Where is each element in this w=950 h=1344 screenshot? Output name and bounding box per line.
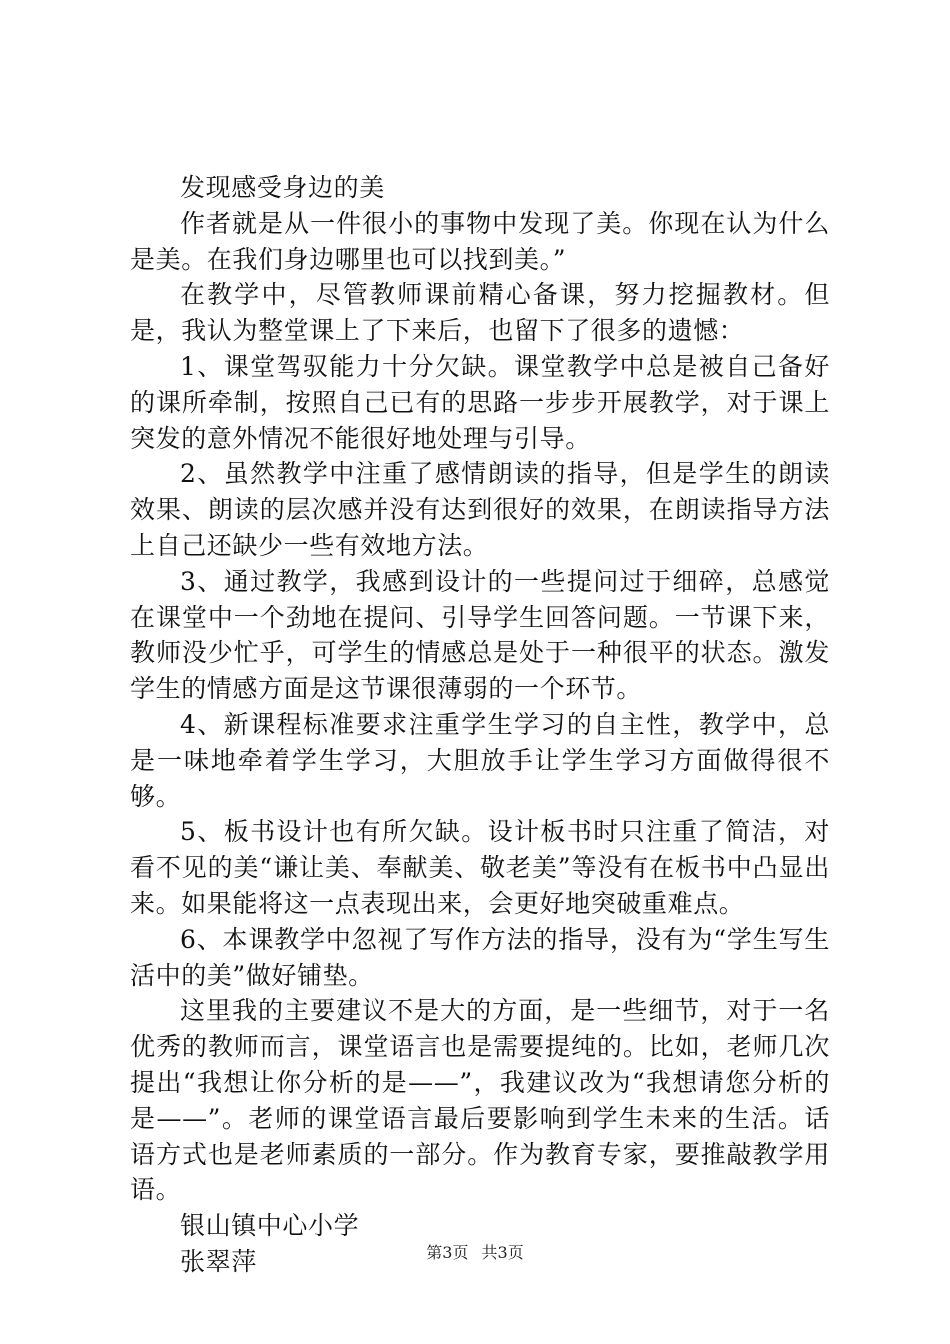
body-paragraph: 这里我的主要建议不是大的方面，是一些细节，对于一名优秀的教师而言，课堂语言也是需要提纯的。比如，老师几次提出“我想让你分析的是——”，我建议改为“我想请您分析的是——”。老师的课堂语言最后要影响到学生未来的生活。话语方式也是老师素质的一部分。作为教育专家，要推敲教学用语。 [130, 996, 830, 1205]
page-footer [0, 1243, 950, 1263]
body-paragraph: 在教学中，尽管教师课前精心备课，努力挖掘教材。但是，我认为整堂课上了下来后，也留下了很多的遗憾： [130, 280, 830, 346]
list-item-3: 3、通过教学，我感到设计的一些提问过于细碎，总感觉在课堂中一个劲地在提问、引导学生回答问题。一节课下来，教师没少忙乎，可学生的情感总是处于一种很平的状态。激发学生的情感方面是这节课很薄弱的一个环节。 [130, 566, 830, 704]
signature-author: 张翠萍 [180, 1246, 257, 1276]
list-item-4: 4、新课程标准要求注重学生学习的自主性，教学中，总是一味地牵着学生学习，大胆放手让学生学习方面做得很不够。 [130, 709, 830, 811]
list-item-1: 1、课堂驾驭能力十分欠缺。课堂教学中总是被自己备好的课所牵制，按照自己已有的思路一步步开展教学，对于课上突发的意外情况不能很好地处理与引导。 [130, 351, 830, 453]
list-item-2: 2、虽然教学中注重了感情朗读的指导，但是学生的朗读效果、朗读的层次感并没有达到很好的效果，在朗读指导方法上自己还缺少一些有效地方法。 [130, 459, 830, 560]
document-body [130, 170, 830, 1280]
page-number-current: 第3页 [426, 1243, 469, 1262]
list-item-5: 5、板书设计也有所欠缺。设计板书时只注重了简洁，对看不见的美“谦让美、奉献美、敬老美”等没有在板书中凸显出来。如果能将这一点表现出来，会更好地突破重难点。 [130, 817, 830, 918]
body-paragraph: 作者就是从一件很小的事物中发现了美。你现在认为什么是美。在我们身边哪里也可以找到美。” [130, 208, 830, 274]
section-heading: 发现感受身边的美 [180, 173, 385, 202]
signature-school: 银山镇中心小学 [180, 1211, 360, 1241]
list-item-6: 6、本课教学中忽视了写作方法的指导，没有为“学生写生活中的美”做好铺垫。 [130, 924, 830, 990]
page-number-total: 共3页 [481, 1243, 524, 1262]
